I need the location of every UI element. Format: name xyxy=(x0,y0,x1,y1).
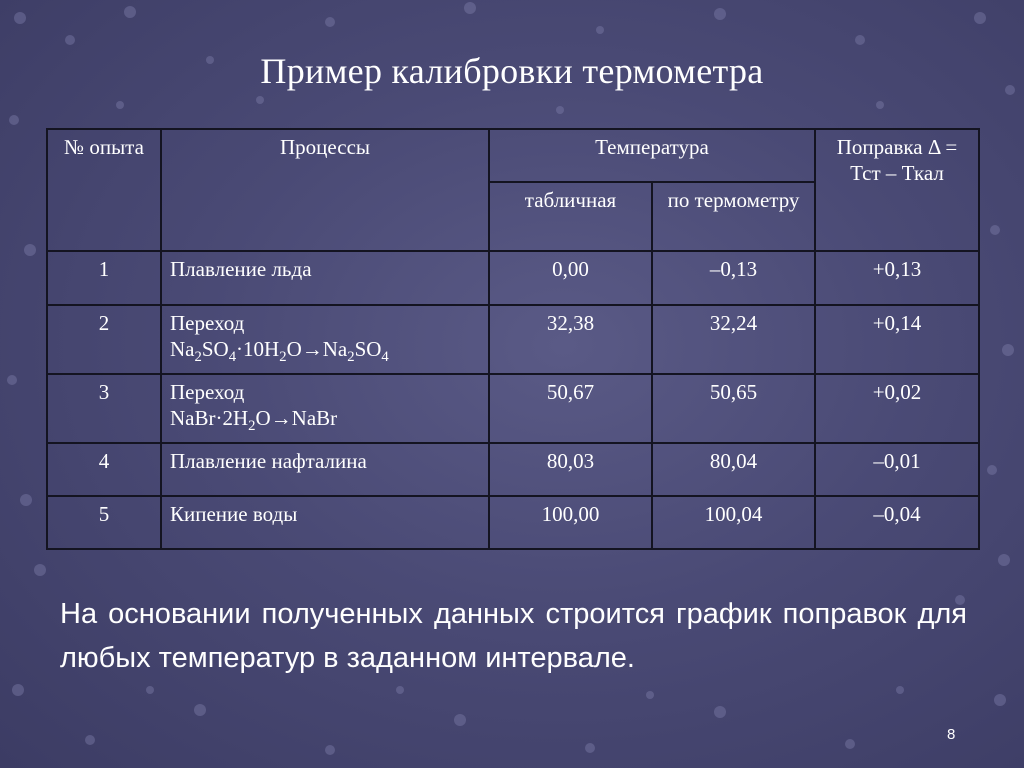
reaction-formula: $NaBr\cdot 2H_2O\to NaBr$ xyxy=(170,406,338,435)
table-row xyxy=(47,251,979,305)
cell-tabular: 0,00 xyxy=(489,251,652,305)
cell-process xyxy=(161,374,489,443)
header-by-thermometer: по термометру xyxy=(652,182,815,251)
cell-tabular: 50,67 xyxy=(489,374,652,443)
slide-title: Пример калибровки термометра xyxy=(260,51,764,91)
cell-thermometer: –0,13 xyxy=(652,251,815,305)
cell-thermometer: 32,24 xyxy=(652,305,815,374)
process-label: Переход xyxy=(170,311,245,335)
calibration-table xyxy=(46,128,980,550)
cell-tabular: 32,38 xyxy=(489,305,652,374)
cell-thermometer: 50,65 xyxy=(652,374,815,443)
cell-correction: –0,01 xyxy=(815,443,979,496)
cell-process: Плавление льда xyxy=(161,251,489,305)
conclusion-text: На основании полученных данных строится график поправок для любых температур в заданном интервале. xyxy=(60,598,967,674)
cell-tabular: 80,03 xyxy=(489,443,652,496)
header-experiment-number: № опыта xyxy=(47,129,161,251)
cell-process: Плавление нафталина xyxy=(161,443,489,496)
cell-num: 2 xyxy=(47,305,161,374)
header-processes: Процессы xyxy=(161,129,489,251)
table-header-row xyxy=(47,129,979,182)
table-row xyxy=(47,496,979,549)
table-row xyxy=(47,374,979,443)
header-correction: Поправка Δ = Тст – Ткал xyxy=(815,129,979,251)
cell-num: 4 xyxy=(47,443,161,496)
header-tabular: табличная xyxy=(489,182,652,251)
cell-correction: +0,13 xyxy=(815,251,979,305)
cell-num: 3 xyxy=(47,374,161,443)
cell-process: Кипение воды xyxy=(161,496,489,549)
cell-correction: +0,02 xyxy=(815,374,979,443)
page-number: 8 xyxy=(947,726,956,743)
cell-num: 1 xyxy=(47,251,161,305)
cell-tabular: 100,00 xyxy=(489,496,652,549)
cell-process xyxy=(161,305,489,374)
cell-thermometer: 100,04 xyxy=(652,496,815,549)
cell-num: 5 xyxy=(47,496,161,549)
cell-thermometer: 80,04 xyxy=(652,443,815,496)
header-temperature: Температура xyxy=(489,129,815,182)
reaction-formula: $Na_2SO_4\cdot 10H_2O\to Na_2SO_4$ xyxy=(170,337,389,366)
table-row xyxy=(47,305,979,374)
table-row xyxy=(47,443,979,496)
cell-correction: +0,14 xyxy=(815,305,979,374)
process-label: Переход xyxy=(170,380,245,404)
cell-correction: –0,04 xyxy=(815,496,979,549)
